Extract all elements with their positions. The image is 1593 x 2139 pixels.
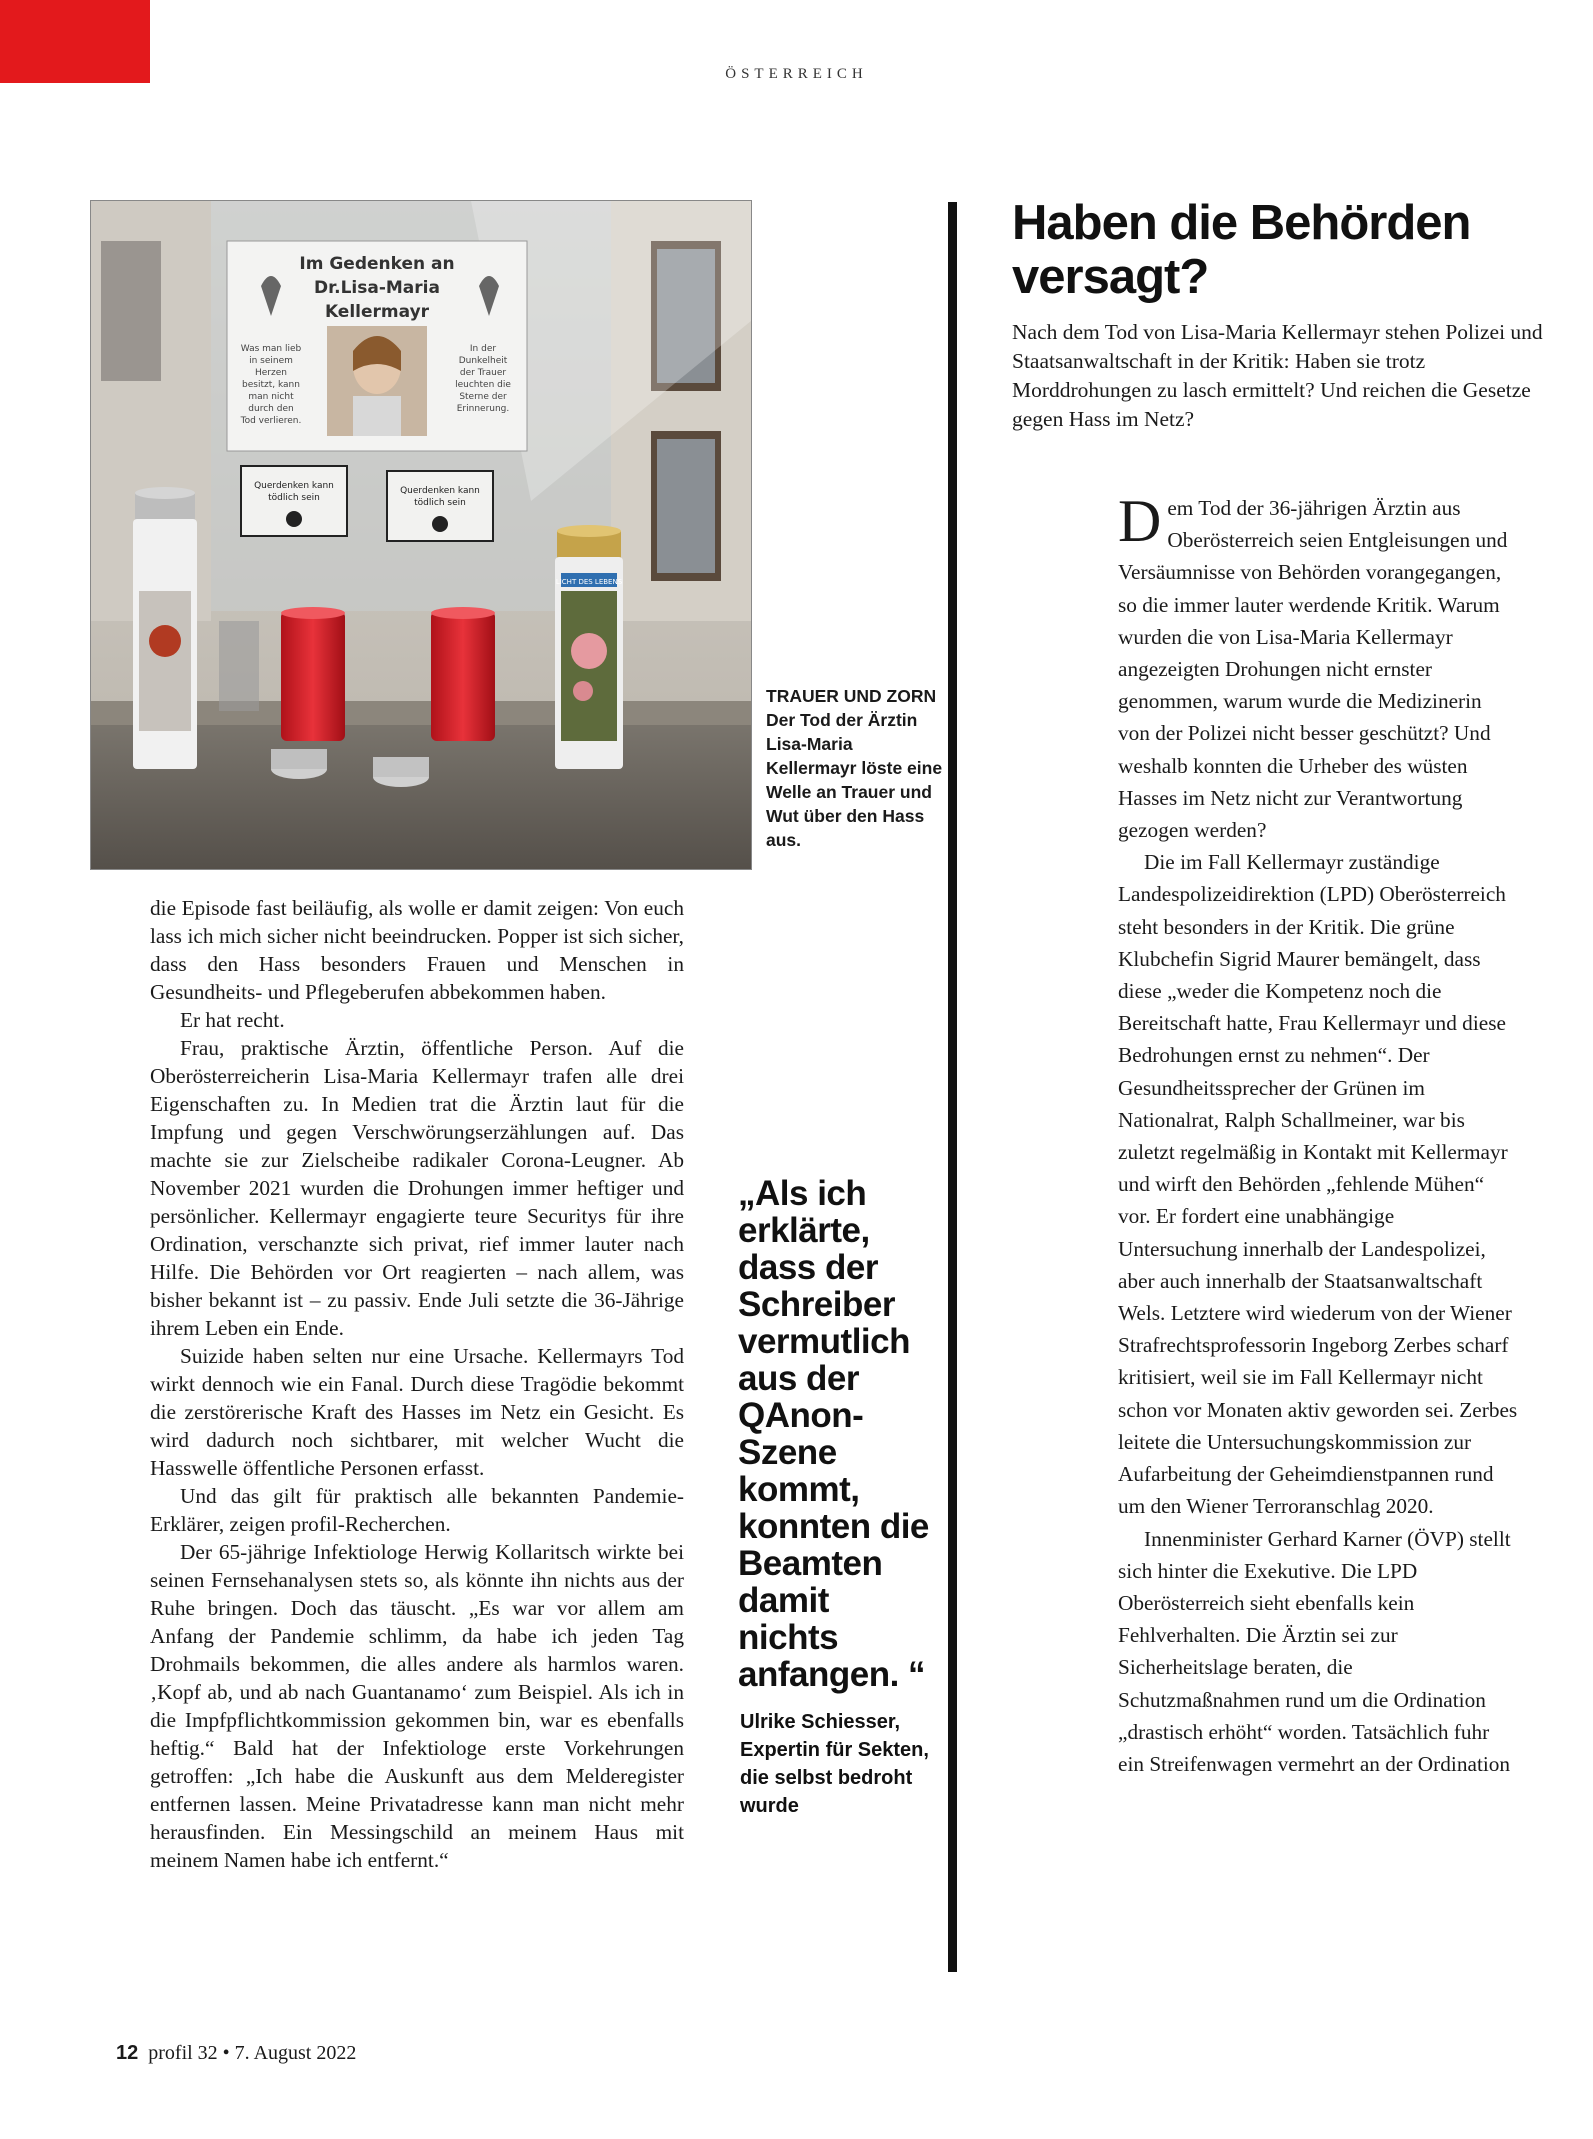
article-lead: Nach dem Tod von Lisa-Maria Kellermayr stehen Polizei und Staatsanwaltschaft in der Kritik: Haben sie trotz Morddrohungen zu lasch ermittelt? Und reichen die Gesetze gegen Hass im Netz?	[1012, 320, 1543, 431]
svg-text:tödlich sein: tödlich sein	[268, 493, 320, 503]
svg-text:Was man lieb: Was man lieb	[240, 344, 302, 354]
candle-label: LICHT DES LEBENS	[555, 578, 623, 586]
left-paragraph: Der 65-jährige Infektiologe Herwig Kollaritsch wirkte bei seinen Fernsehanalysen stets so, als könnte ihn nichts aus der Ruhe bringen. Doch das täuscht. „Es war vor allem am Anfang der Pandemie schlimm, da habe ich jeden Tag Drohmails bekommen, die alles andere als harmlos waren. ‚Kopf ab, und ab nach Guantanamo‘ zum Beispiel. Als ich in die Impfpflichtkommission gekommen bin, war es ebenfalls heftig.“ Bald hat der Infektiologe erste Vorkehrungen getroffen: „Ich habe die Auskunft aus dem Melderegister entfernen lassen. Meine Privatadresse kann man nicht mehr herausfinden. Ein Messingschild an meinem Haus mit meinem Namen habe ich entfernt.“	[150, 1540, 684, 1872]
svg-text:tödlich sein: tödlich sein	[414, 498, 466, 508]
svg-text:Querdenken kann: Querdenken kann	[400, 486, 480, 496]
svg-text:Erinnerung.: Erinnerung.	[456, 404, 510, 414]
memorial-photo-illustration	[91, 201, 751, 869]
left-column	[150, 894, 684, 1874]
caption-heading: TRAUER UND ZORN	[766, 686, 937, 706]
column-divider	[948, 202, 957, 1972]
right-paragraph: Innenminister Gerhard Karner (ÖVP) stellt sich hinter die Exekutive. Die LPD Oberösterreich sieht ebenfalls kein Fehlverhalten. Die Ärztin sei zur Sicherheitslage beraten, die Schutzmaßnahmen rund um die Ordination „drastisch erhöht“ worden. Tatsächlich fuhr ein Streifenwagen vermehrt an der Ordination	[1118, 1526, 1511, 1776]
left-paragraph: die Episode fast beiläufig, als wolle er damit zeigen: Von euch lass ich mich sicher nicht beeindrucken. Popper ist sich sicher, dass den Hass besonders Frauen und Menschen in Gesundheits- und Pflegeberufen abbekommen haben.	[150, 896, 684, 1004]
left-paragraph: Und das gilt für praktisch alle bekannten Pandemie-Erklärer, zeigen profil-Recherchen.	[150, 1484, 684, 1536]
svg-text:durch den: durch den	[248, 404, 294, 414]
article-headline: Haben die Behörden versagt?	[1012, 196, 1471, 304]
svg-text:Sterne der: Sterne der	[459, 392, 507, 402]
svg-text:der Trauer: der Trauer	[459, 368, 507, 378]
memorial-photo	[90, 200, 752, 870]
section-label: ÖSTERREICH	[725, 66, 868, 82]
svg-text:Im Gedenken an: Im Gedenken an	[299, 254, 455, 274]
left-paragraph: Suizide haben selten nur eine Ursache. Kellermayrs Tod wirkt dennoch wie ein Fanal. Durch diese Tragödie bekommt die zerstörerische Kraft des Hasses im Netz ein Gesicht. Es wird dadurch noch sichtbarer, mit welcher Wucht die Hasswelle öffentliche Personen erfasst.	[150, 1344, 684, 1480]
photo-caption	[766, 684, 946, 852]
right-paragraph: Dem Tod der 36-jährigen Ärztin aus Oberösterreich seien Entgleisungen und Versäumnisse von Behörden vorangegangen, so die immer lauter werdende Kritik. Warum wurden die von Lisa-Maria Kellermayr angezeigten Drohungen nicht ernster genommen, warum wurde die Medizinerin von der Polizei nicht besser geschützt? Und weshalb konnten die Urheber des wüsten Hasses im Netz nicht zur Verantwortung gezogen werden?	[1118, 488, 1508, 843]
right-paragraph: Die im Fall Kellermayr zuständige Landespolizeidirektion (LPD) Oberösterreich steht besonders in der Kritik. Die grüne Klubchefin Sigrid Maurer bemängelt, dass diese „weder die Kompetenz noch die Bereitschaft hatte, Frau Kellermayr und diese Bedrohungen ernst zu nehmen“. Der Gesundheitssprecher der Grünen im Nationalrat, Ralph Schallmeiner, war bis zuletzt regelmäßig in Kontakt mit Kellermayr und wirft den Behörden „fehlende Mühen“ vor. Er fordert eine unabhängige Untersuchung innerhalb der Landespolizei, aber auch innerhalb der Staatsanwaltschaft Wels. Letztere wird wiederum von der Wiener Strafrechtsprofessorin Ingeborg Zerbes scharf kritisiert, weil sie im Fall Kellermayr nicht schon vor Monaten aktiv geworden sei. Zerbes leitete die Untersuchungskommission zur Aufarbeitung der Geheimdienstpannen rund um den Wiener Terroranschlag 2020.	[1118, 850, 1518, 1519]
left-paragraph: Frau, praktische Ärztin, öffentliche Person. Auf die Oberösterreicherin Lisa-Maria Kellermayr trafen alle drei Eigenschaften zu. In Medien trat die Ärztin laut für die Impfung und gegen Verschwörungserzählungen auf. Das machte sie zur Zielscheibe radikaler Corona-Leugner. Ab November 2021 wurden die Drohungen immer heftiger und persönlicher. Kellermayr engagierte teure Securitys für ihre Ordination, verschanzte sich privat, rief immer lauter nach Hilfe. Die Behörden vor Ort reagierten – nach allem, was bisher bekannt ist – zu passiv. Ende Juli setzte die 36-Jährige ihrem Leben ein Ende.	[150, 1036, 684, 1340]
left-paragraph: Er hat recht.	[180, 1008, 285, 1032]
svg-text:in seinem: in seinem	[249, 356, 293, 366]
caption-text: Der Tod der Ärztin Lisa-Maria Kellermayr löste eine Welle an Trauer und Wut über den Hass aus.	[766, 710, 943, 850]
svg-text:Herzen: Herzen	[255, 368, 287, 378]
drop-cap: D	[1118, 488, 1162, 554]
svg-text:Dr.Lisa-Maria: Dr.Lisa-Maria	[314, 278, 440, 298]
issue-info: profil 32 • 7. August 2022	[148, 2042, 357, 2064]
svg-text:Querdenken kann: Querdenken kann	[254, 481, 334, 491]
right-column	[1118, 488, 1518, 1780]
svg-text:In der: In der	[469, 344, 497, 354]
page-number: 12	[116, 2042, 139, 2064]
svg-text:besitzt, kann: besitzt, kann	[242, 380, 300, 390]
svg-text:leuchten die: leuchten die	[455, 380, 511, 390]
svg-text:man nicht: man nicht	[248, 392, 294, 402]
pull-quote-attribution: Ulrike Schiesser, Expertin für Sekten, die selbst bedroht wurde	[740, 1711, 929, 1817]
page-footer	[116, 2042, 356, 2065]
pull-quote: „Als ich erklärte, dass der Schreiber vermutlich aus der QAnon-Szene kommt, konnten die Beamten damit nichts anfangen. “	[738, 1174, 929, 1694]
svg-text:Kellermayr: Kellermayr	[324, 302, 430, 322]
svg-text:Tod verlieren.: Tod verlieren.	[240, 416, 302, 426]
svg-text:Dunkelheit: Dunkelheit	[458, 356, 508, 366]
